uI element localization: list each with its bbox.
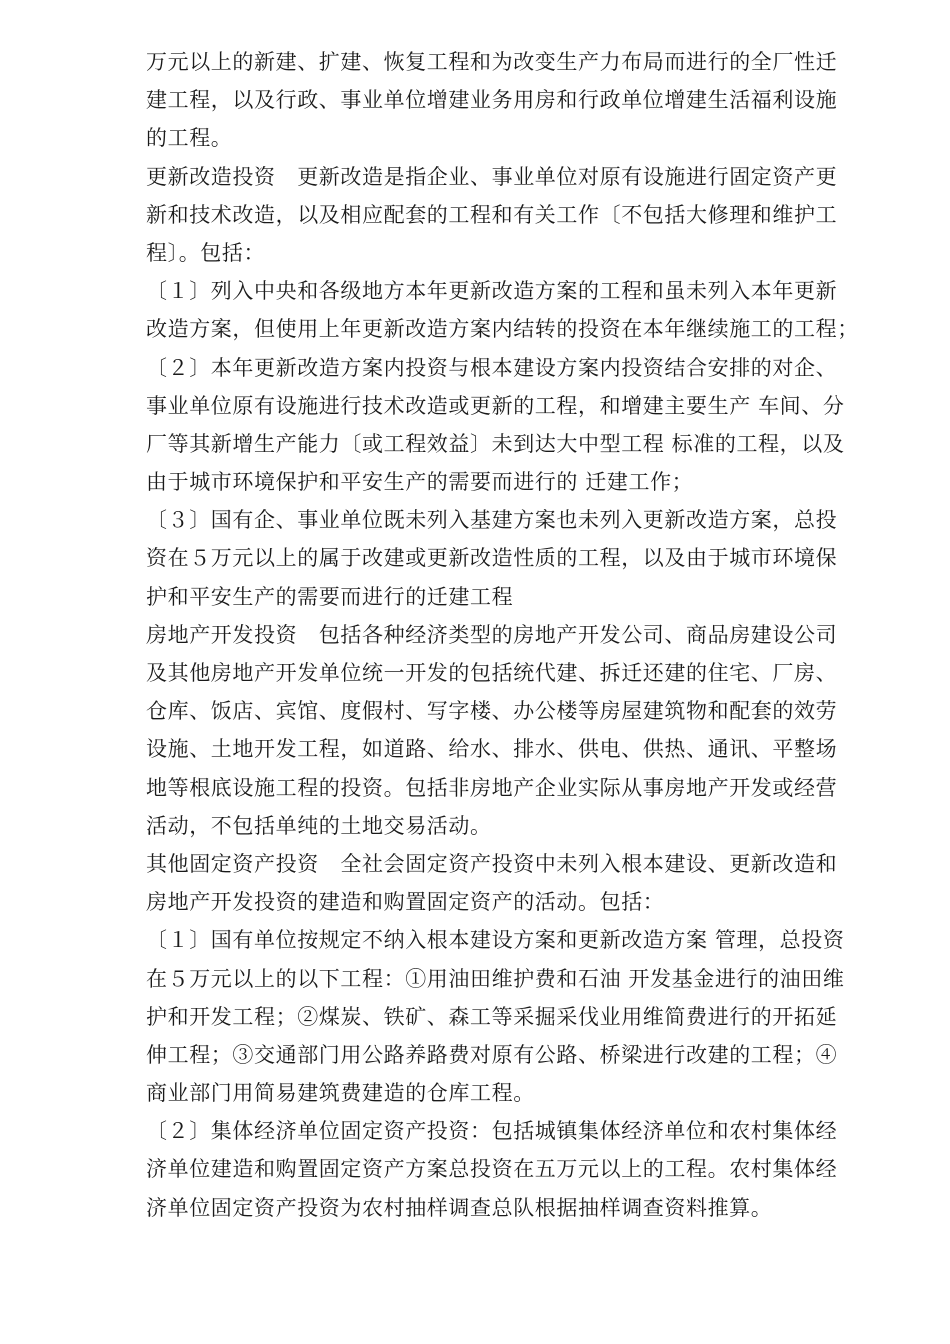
text-line: 护和平安生产的需要而进行的迁建工程: [146, 584, 514, 609]
text-line: 程〕。包括：: [146, 240, 266, 265]
text-line: 仓库、饭店、宾馆、度假村、写字楼、办公楼等房屋建筑物和配套的效劳: [146, 699, 838, 724]
text-line: 〔１〕国有单位按规定不纳入根本建设方案和更新改造方案 管理，总投资: [146, 928, 845, 953]
text-line: 〔１〕列入中央和各级地方本年更新改造方案的工程和虽未列入本年更新: [146, 279, 838, 304]
text-line: 济单位固定资产投资为农村抽样调查总队根据抽样调查资料推算。: [146, 1195, 773, 1220]
text-line: 房地产开发投资的建造和购置固定资产的活动。包括：: [146, 890, 665, 915]
text-line: 〔２〕本年更新改造方案内投资与根本建设方案内投资结合安排的对企、: [146, 355, 838, 380]
text-line: 事业单位原有设施进行技术改造或更新的工程，和增建主要生产 车间、分: [146, 393, 845, 418]
text-line: 的工程。: [146, 126, 233, 151]
text-line: 及其他房地产开发单位统一开发的包括统代建、拆迁还建的住宅、厂房、: [146, 661, 838, 685]
text-line: 其他固定资产投资 全社会固定资产投资中未列入根本建设、更新改造和: [146, 851, 838, 876]
text-line: 伸工程；③交通部门用公路养路费对原有公路、桥梁进行改建的工程；④: [146, 1042, 838, 1067]
text-line: 济单位建造和购置固定资产方案总投资在五万元以上的工程。农村集体经: [146, 1157, 838, 1182]
text-line: 设施、土地开发工程，如道路、给水、排水、供电、供热、通讯、平整场: [146, 737, 838, 762]
text-line: 〔２〕集体经济单位固定资产投资：包括城镇集体经济单位和农村集体经: [146, 1119, 838, 1144]
text-line: 房地产开发投资 包括各种经济类型的房地产开发公司、商品房建设公司: [146, 622, 838, 647]
text-line: 建工程，以及行政、事业单位增建业务用房和行政单位增建生活福利设施: [146, 88, 838, 113]
text-line: 在５万元以上的以下工程：①用油田维护费和石油 开发基金进行的油田维: [146, 966, 845, 991]
text-line: 商业部门用简易建筑费建造的仓库工程。: [146, 1081, 535, 1106]
text-line: 改造方案，但使用上年更新改造方案内结转的投资在本年继续施工的工程；: [146, 317, 859, 342]
text-line: 〔３〕国有企、事业单位既未列入基建方案也未列入更新改造方案，总投: [146, 508, 838, 533]
text-line: 万元以上的新建、扩建、恢复工程和为改变生产力布局而进行的全厂性迁: [146, 50, 838, 74]
text-line: 地等根底设施工程的投资。包括非房地产企业实际从事房地产开发或经营: [146, 775, 838, 800]
document-body: [146, 43, 876, 1227]
text-line: 活动，不包括单纯的土地交易活动。: [146, 813, 492, 838]
text-line: 新和技术改造，以及相应配套的工程和有关工作〔不包括大修理和维护工: [146, 202, 838, 227]
text-line: 更新改造投资 更新改造是指企业、事业单位对原有设施进行固定资产更: [146, 164, 838, 189]
text-line: 由于城市环境保护和平安生产的需要而进行的 迁建工作；: [146, 470, 694, 495]
text-line: 厂等其新增生产能力〔或工程效益〕未到达大中型工程 标准的工程，以及: [146, 431, 845, 456]
text-line: 护和开发工程；②煤炭、铁矿、森工等采掘采伐业用维简费进行的开拓延: [146, 1004, 838, 1029]
text-line: 资在５万元以上的属于改建或更新改造性质的工程，以及由于城市环境保: [146, 546, 838, 571]
